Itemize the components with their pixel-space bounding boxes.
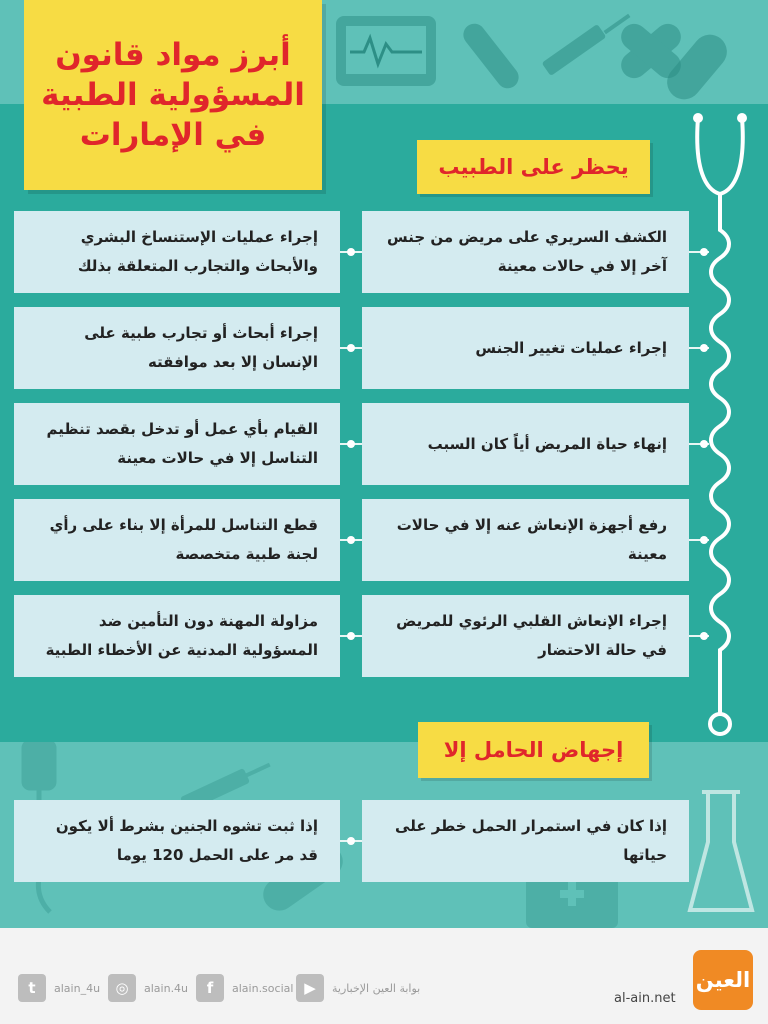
list-item-abortion-left: إذا ثبت تشوه الجنين بشرط ألا يكون قد مر على الحمل 120 يوما [14, 800, 340, 882]
decorative-top-icons [330, 12, 760, 102]
title-box [24, 0, 322, 190]
instagram-link[interactable] [108, 974, 188, 1002]
instagram-icon: ◎ [108, 974, 136, 1002]
connector-dot [347, 536, 355, 544]
list-item-left-2: إجراء أبحاث أو تجارب طبية على الإنسان إلا بعد موافقته [14, 307, 340, 389]
section-label-doctor-prohibitions: يحظر على الطبيب [417, 140, 650, 194]
monitor-icon [336, 16, 436, 86]
connector-dot [347, 344, 355, 352]
connector-dot [347, 248, 355, 256]
list-item-right-3: إنهاء حياة المريض أياً كان السبب [362, 403, 689, 485]
facebook-link[interactable] [196, 974, 293, 1002]
connector-dot [700, 248, 708, 256]
connector-dot [700, 344, 708, 352]
youtube-icon: ▶ [296, 974, 324, 1002]
facebook-handle: alain.social [232, 981, 294, 995]
site-url[interactable]: al-ain.net [614, 991, 676, 1006]
twitter-link[interactable] [18, 974, 100, 1002]
syringe-icon [542, 14, 631, 76]
list-item-left-5: مزاولة المهنة دون التأمين ضد المسؤولية المدنية عن الأخطاء الطبية [14, 595, 340, 677]
connector-dot [700, 536, 708, 544]
connector-dot [347, 837, 355, 845]
twitter-handle: alain_4u [54, 981, 101, 995]
youtube-channel: بوابة العين الإخبارية [332, 981, 421, 995]
list-item-left-3: القيام بأي عمل أو تدخل بقصد تنظيم التناسل إلا في حالات معينة [14, 403, 340, 485]
title-line-1: أبرز مواد قانون [55, 37, 291, 73]
list-item-right-1: الكشف السريري على مريض من جنس آخر إلا في حالات معينة [362, 211, 689, 293]
youtube-link[interactable] [296, 974, 420, 1002]
facebook-icon: f [196, 974, 224, 1002]
flask-icon [690, 792, 752, 910]
list-item-right-5: إجراء الإنعاش القلبي الرئوي للمريض في حالة الاحتضار [362, 595, 689, 677]
test-tube-icon [459, 19, 523, 92]
list-item-left-1: إجراء عمليات الإستنساخ البشري والأبحاث والتجارب المتعلقة بذلك [14, 211, 340, 293]
connector-dot [347, 632, 355, 640]
list-item-right-4: رفع أجهزة الإنعاش عنه إلا في حالات معينة [362, 499, 689, 581]
list-item-abortion-right: إذا كان في استمرار الحمل خطر على حياتها [362, 800, 689, 882]
twitter-icon: t [18, 974, 46, 1002]
list-item-right-2: إجراء عمليات تغيير الجنس [362, 307, 689, 389]
brand-logo: العين [693, 950, 753, 1010]
connector-dot [347, 440, 355, 448]
stethoscope-icon [686, 110, 756, 740]
title-line-2: المسؤولية الطبية [41, 77, 305, 113]
connector-dot [700, 632, 708, 640]
title-line-3: في الإمارات [79, 117, 267, 153]
list-item-left-4: قطع التناسل للمرأة إلا بناء على رأي لجنة طبية متخصصة [14, 499, 340, 581]
instagram-handle: alain.4u [144, 981, 189, 995]
section-label-abortion: إجهاض الحامل إلا [418, 722, 649, 778]
connector-dot [700, 440, 708, 448]
